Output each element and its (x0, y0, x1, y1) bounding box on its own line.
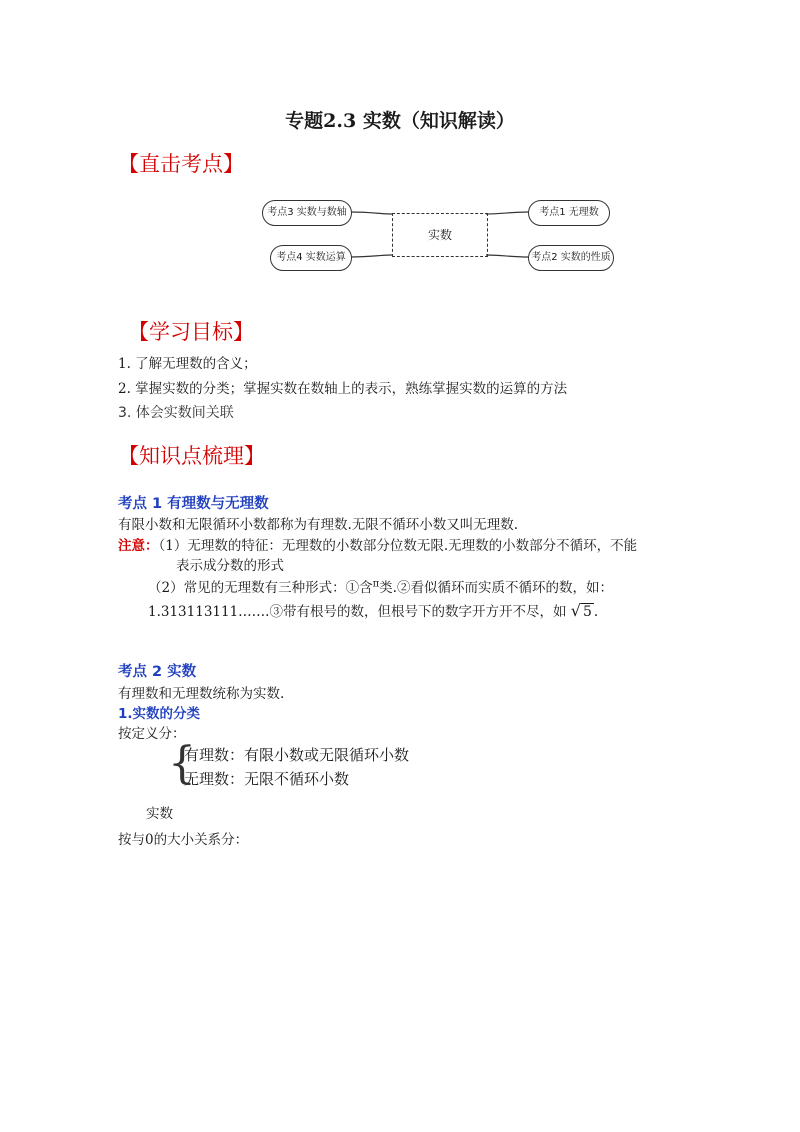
real-number-label: 实数 (146, 806, 173, 822)
by-definition-label: 按定义分： (118, 726, 186, 742)
rational-definition: 有理数：有限小数或无限循环小数 (184, 746, 410, 764)
mindmap-node-k2: 考点2 实数的性质 (528, 245, 614, 271)
sqrt-sign: √ (570, 601, 581, 620)
goal-item: 1. 了解无理数的含义； (118, 356, 257, 372)
kp2-subheading: 1.实数的分类 (118, 706, 201, 722)
pi-symbol: π (372, 578, 380, 590)
note3-end: . (593, 604, 599, 620)
kp1-heading: 考点 1 有理数与无理数 (118, 496, 269, 512)
mindmap-node-k1: 考点1 无理数 (528, 200, 610, 226)
note2-post: 类.②看似循环而实质不循环的数，如： (379, 580, 613, 596)
page-title: 专题2.3 实数（知识解读） (285, 110, 515, 132)
sqrt-radicand: 5 (582, 604, 592, 620)
section-heading-key-points: 【直击考点】 (118, 152, 244, 176)
goal-item: 3. 体会实数间关联 (118, 405, 234, 421)
mindmap-node-k3: 考点3 实数与数轴 (262, 200, 352, 226)
section-heading-goals: 【学习目标】 (128, 320, 254, 344)
note-label: 注意： (118, 538, 159, 554)
kp2-text: 有理数和无理数统称为实数. (118, 686, 285, 702)
kp1-note3-line (148, 600, 598, 620)
mindmap-center: 实数 (392, 213, 488, 257)
kp2-heading: 考点 2 实数 (118, 664, 197, 680)
goal-item: 2. 掌握实数的分类；掌握实数在数轴上的表示，熟练掌握实数的运算的方法 (118, 381, 568, 397)
kp1-note2-line (148, 576, 613, 596)
kp1-note1b: 表示成分数的形式 (176, 558, 284, 574)
sqrt-five (571, 601, 594, 620)
note2-pre: （2）常见的无理数有三种形式：①含 (148, 580, 373, 596)
section-heading-knowledge: 【知识点梳理】 (118, 444, 265, 468)
mindmap-node-k4: 考点4 实数运算 (270, 245, 352, 271)
kp1-note1-line (118, 534, 637, 554)
note3-pre: 1.313113111…….③带有根号的数，但根号下的数字开方开不尽，如 (148, 604, 567, 620)
kp1-text: 有限小数和无限循环小数都称为有理数.无限不循环小数又叫无理数. (118, 517, 519, 533)
note1-text: （1）无理数的特征：无理数的小数部分位数无限.无理数的小数部分不循环，不能 (158, 538, 638, 554)
irrational-definition: 无理数：无限不循环小数 (184, 770, 350, 788)
classification-brace: { (168, 738, 196, 789)
by-zero-label: 按与0的大小关系分： (118, 832, 249, 848)
